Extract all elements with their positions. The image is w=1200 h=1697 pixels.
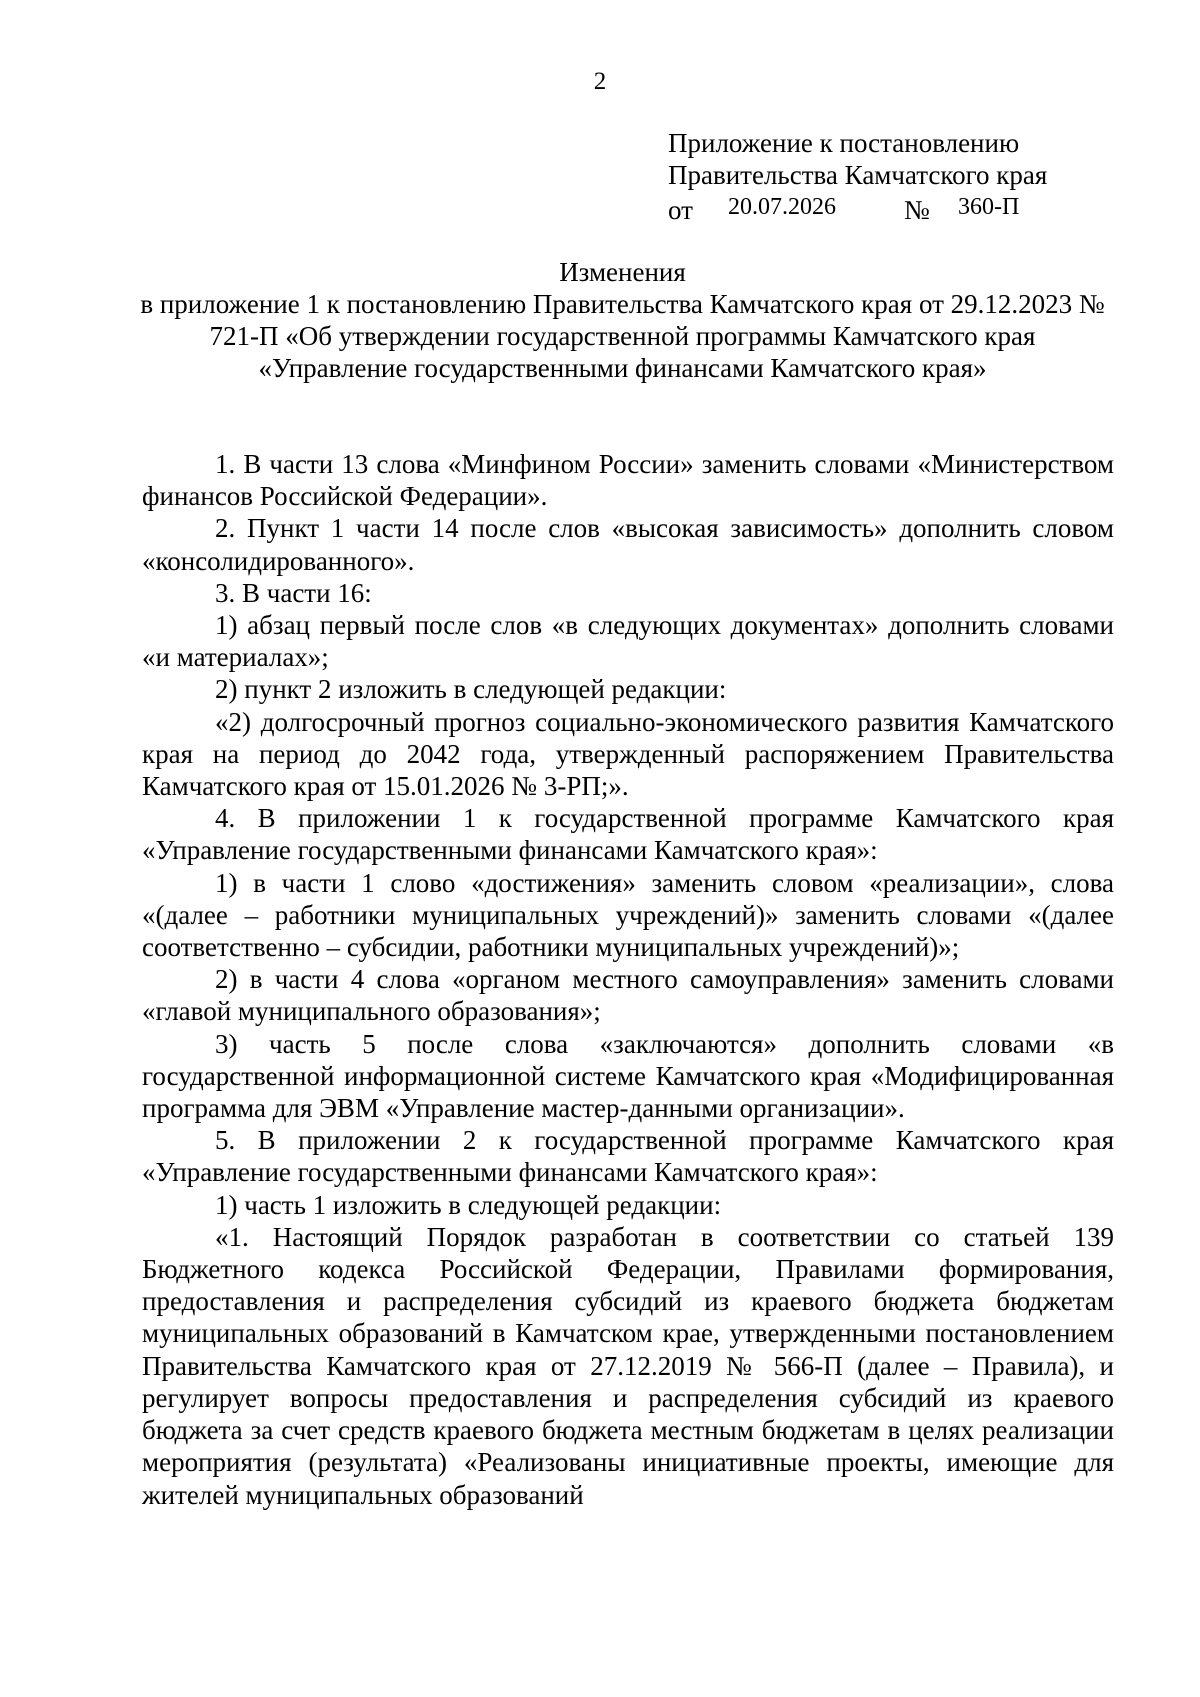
- paragraph: 1) часть 1 изложить в следующей редакции:: [215, 1189, 722, 1220]
- paragraph: 3. В части 16:: [215, 577, 372, 608]
- paragraph: 2. Пункт 1 части 14 после слов «высокая зависимость» дополнить словом «консолидированного».: [142, 513, 1114, 576]
- document-heading: [140, 256, 1105, 384]
- attachment-line-1: Приложение к постановлению: [668, 128, 1020, 158]
- paragraph: 1. В части 13 слова «Минфином России» заменить словами «Министерством финансов Российской Федерации».: [142, 449, 1114, 512]
- paragraph: 2) пункт 2 изложить в следующей редакции:: [215, 674, 727, 705]
- attachment-line-2: Правительства Камчатского края: [668, 160, 1048, 190]
- paragraph: 5. В приложении 2 к государственной программе Камчатского края «Управление государственными финансами Камчатского края»:: [142, 1125, 1114, 1188]
- resolution-number: 360-П: [958, 194, 1020, 220]
- attachment-block: [668, 127, 1128, 225]
- paragraph: «2) долгосрочный прогноз социально-экономического развития Камчатского края на период до 2042 года, утвержденный распоряжением Правительства Камчатского края от 15.01.2026 № 3-РП;».: [142, 706, 1114, 802]
- date-prefix: от: [668, 195, 693, 225]
- heading-subtitle: в приложение 1 к постановлению Правительства Камчатского края от 29.12.2023 № 721-П «Об утверждении государственной программы Камчатского края «Управление государственными финансами Камчатского края»: [140, 289, 1105, 383]
- paragraph: «1. Настоящий Порядок разработан в соответствии со статьей 139 Бюджетного кодекса Российской Федерации, Правилами формирования, предоставления и распределения субсидий из краевого бюджета бюджетам муниципальных образований в Камчатском крае, утвержденными постановлением Правительства Камчатского края от 27.12.2019 № 566-П (далее – Правила), и регулирует вопросы предоставления и распределения субсидий из краевого бюджета за счет средств краевого бюджета местным бюджетам в целях реализации мероприятия (результата) «Реализованы инициативные проекты, имеющие для жителей муниципальных образований: [142, 1221, 1114, 1510]
- heading-title: Изменения: [559, 257, 686, 287]
- paragraph: 1) абзац первый после слов «в следующих документах» дополнить словами «и материалах»;: [142, 610, 1114, 673]
- number-sign: №: [904, 195, 930, 225]
- document-body: [142, 448, 1114, 1511]
- attachment-date-row: [668, 191, 1128, 225]
- paragraph: 3) часть 5 после слова «заключаются» дополнить словами «в государственной информационной системе Камчатского края «Модифицированная программа для ЭВМ «Управление мастер-данными организации».: [142, 1028, 1114, 1124]
- paragraph: 4. В приложении 1 к государственной программе Камчатского края «Управление государственными финансами Камчатского края»:: [142, 803, 1114, 866]
- paragraph: 2) в части 4 слова «органом местного самоуправления» заменить словами «главой муниципального образования»;: [142, 964, 1114, 1027]
- paragraph: 1) в части 1 слово «достижения» заменить словом «реализации», слова «(далее – работники муниципальных учреждений)» заменить словами «(далее соответственно – субсидии, работники муниципальных учреждений)»;: [142, 867, 1114, 963]
- resolution-date: 20.07.2026: [728, 194, 836, 220]
- page-number: 2: [593, 68, 607, 95]
